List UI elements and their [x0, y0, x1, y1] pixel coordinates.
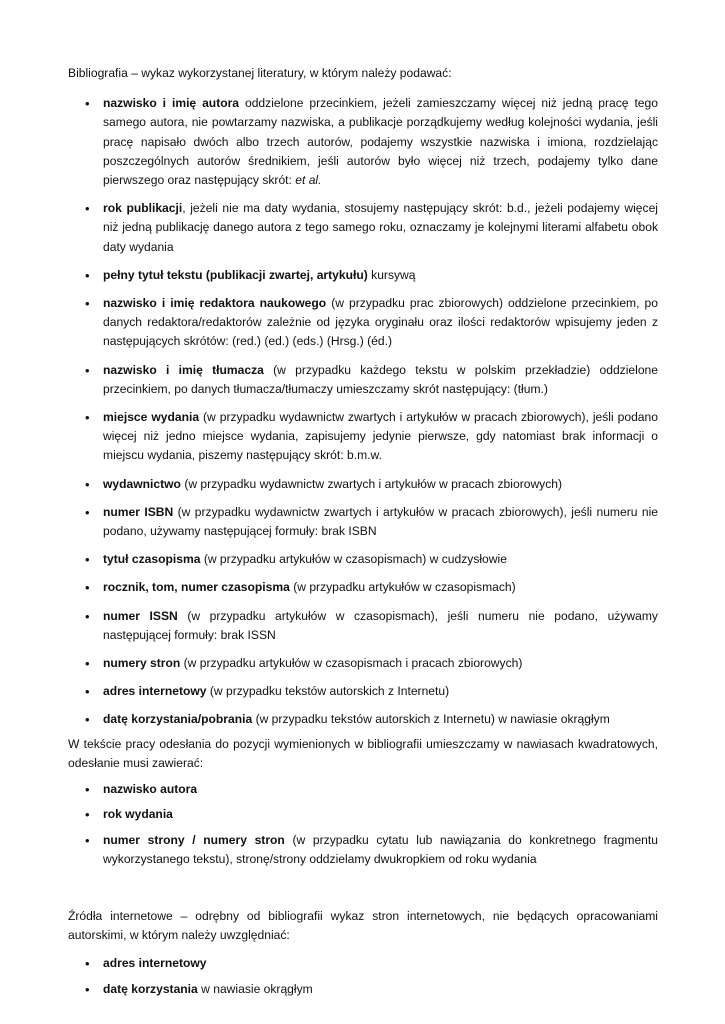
- item-description: (w przypadku artykułów w czasopismach i pracach zbiorowych): [180, 656, 523, 671]
- item-description: (w przypadku prac zbiorowych) oddzielone przecinkiem, po danych redaktora/redaktorów zależnie od języka oryginału oraz ilości redaktorów wpisujemy jeden z następujących skrótów: (red.) (ed.) (eds.) (Hrsg.) (éd.): [103, 296, 658, 349]
- list-item: [68, 954, 658, 973]
- item-term: rok wydania: [103, 807, 173, 822]
- item-description: (w przypadku artykułów w czasopismach): [289, 580, 516, 595]
- internet-sources-list: [68, 954, 658, 998]
- list-item: [68, 654, 658, 673]
- item-term: rok publikacji: [103, 201, 183, 216]
- list-item: [68, 199, 658, 257]
- item-description: (w przypadku tekstów autorskich z Internetu): [206, 684, 450, 699]
- citation-paragraph: W tekście pracy odesłania do pozycji wymienionych w bibliografii umieszczamy w nawiasach kwadratowych, odesłanie musi zawierać:: [68, 736, 658, 770]
- bullet-icon: •: [85, 832, 90, 848]
- item-description: (w przypadku artykułów w czasopismach) w cudzysłowie: [200, 552, 507, 567]
- item-description: (w przypadku wydawnictw zwartych i artykułów w pracach zbiorowych), jeśli podano więcej niż jedno miejsce wydania, zapisujemy jedynie pierwsze, gdy natomiast brak informacji o miejscu wydania, piszemy następujący skrót: b.m.w.: [103, 410, 658, 463]
- item-term: pełny tytuł tekstu (publikacji zwartej, artykułu): [103, 267, 368, 282]
- item-term: nazwisko i imię tłumacza: [103, 362, 264, 377]
- bullet-icon: •: [85, 656, 90, 672]
- list-item: [68, 682, 658, 701]
- bullet-icon: •: [85, 267, 90, 283]
- list-item: [68, 475, 658, 494]
- item-description: (w przypadku wydawnictw zwartych i artykułów w pracach zbiorowych), jeśli numeru nie podano, używamy następującej formuły: brak ISBN: [103, 504, 659, 539]
- item-abbreviation: et al.: [295, 173, 322, 188]
- list-item: [68, 831, 658, 869]
- bullet-icon: •: [85, 410, 90, 426]
- intro-paragraph: Bibliografia – wykaz wykorzystanej literatury, w którym należy podawać:: [68, 66, 452, 80]
- item-term: tytuł czasopisma: [103, 552, 201, 567]
- bullet-icon: •: [85, 552, 90, 568]
- item-term: wydawnictwo: [103, 476, 181, 491]
- bullet-icon: •: [85, 580, 90, 596]
- item-term: datę korzystania/pobrania: [103, 712, 253, 727]
- list-item: [68, 408, 658, 466]
- bullet-icon: •: [85, 96, 90, 112]
- bullet-icon: •: [85, 476, 90, 492]
- list-item: [68, 607, 658, 645]
- bullet-icon: •: [85, 981, 90, 997]
- list-item: [68, 266, 658, 285]
- item-term: nazwisko autora: [103, 782, 198, 797]
- citation-requirements-list: [68, 780, 658, 869]
- item-term: adres internetowy: [103, 684, 207, 699]
- item-description: oddzielone przecinkiem, jeżeli zamieszczamy więcej niż jedną pracę tego samego autora, nie powtarzamy nazwiska, a publikacje porządkujemy według kolejności wydania, jeśli pracę napisało dwóch albo trzech autorów, podajemy wszystkie nazwiska i imiona, rozdzielając poszczególnych autorów średnikiem, jeśli autorów było więcej niż trzech, podajemy tylko dane pierwszego oraz następujący skrót:: [103, 96, 658, 188]
- list-item: [68, 361, 658, 399]
- bullet-icon: •: [85, 296, 90, 312]
- item-description: (w przypadku każdego tekstu w polskim przekładzie) oddzielone przecinkiem, po danych tłumacza/tłumaczy umieszczamy skrót następujący: (tłum.): [103, 362, 658, 396]
- document-page: [68, 64, 658, 999]
- item-description: w nawiasie okrągłym: [197, 981, 313, 996]
- bullet-icon: •: [85, 712, 90, 728]
- item-description: (w przypadku tekstów autorskich z Internetu) w nawiasie okrągłym: [252, 712, 610, 727]
- item-description: (w przypadku wydawnictw zwartych i artykułów w pracach zbiorowych): [180, 476, 563, 491]
- item-term: adres internetowy: [103, 956, 207, 971]
- bullet-icon: •: [85, 684, 90, 700]
- item-term: nazwisko i imię autora: [103, 96, 240, 111]
- item-term: numery stron: [103, 656, 181, 671]
- list-item: [68, 503, 658, 541]
- item-term: miejsce wydania: [103, 410, 200, 425]
- bullet-icon: •: [85, 782, 90, 798]
- item-term: numer ISBN: [103, 504, 174, 519]
- list-item: [68, 710, 658, 729]
- item-description: , jeżeli nie ma daty wydania, stosujemy następujący skrót: b.d., jeżeli podajemy więcej niż jedną publikację danego autora z tego samego roku, oznaczamy je kolejnymi literami alfabetu obok daty wydania: [103, 201, 658, 254]
- internet-sources-paragraph: Źródła internetowe – odrębny od bibliografii wykaz stron internetowych, nie będących opracowaniami autorskimi, w którym należy uwzględniać:: [68, 908, 658, 943]
- item-term: numer ISSN: [103, 608, 178, 623]
- item-description: kursywą: [367, 267, 416, 282]
- item-term: rocznik, tom, numer czasopisma: [103, 580, 290, 595]
- list-item: [68, 294, 658, 352]
- bibliography-requirements-list: [68, 94, 658, 729]
- bullet-icon: •: [85, 608, 90, 624]
- item-description: (w przypadku cytatu lub nawiązania do konkretnego fragmentu wykorzystanego tekstu), stronę/strony oddzielamy dwukropkiem od roku wydania: [103, 832, 658, 866]
- bullet-icon: •: [85, 956, 90, 972]
- bullet-icon: •: [85, 201, 90, 217]
- list-item: [68, 805, 658, 824]
- item-description: (w przypadku artykułów w czasopismach), jeśli numeru nie podano, używamy następującej formuły: brak ISSN: [103, 608, 658, 642]
- list-item: [68, 578, 658, 597]
- item-term: datę korzystania: [103, 981, 198, 996]
- list-item: [68, 550, 658, 569]
- item-term: nazwisko i imię redaktora naukowego: [103, 296, 327, 311]
- item-term: numer strony / numery stron: [103, 832, 285, 847]
- list-item: [68, 980, 658, 999]
- bullet-icon: •: [85, 504, 90, 520]
- bullet-icon: •: [85, 807, 90, 823]
- list-item: [68, 94, 658, 190]
- list-item: [68, 780, 658, 799]
- bullet-icon: •: [85, 362, 90, 378]
